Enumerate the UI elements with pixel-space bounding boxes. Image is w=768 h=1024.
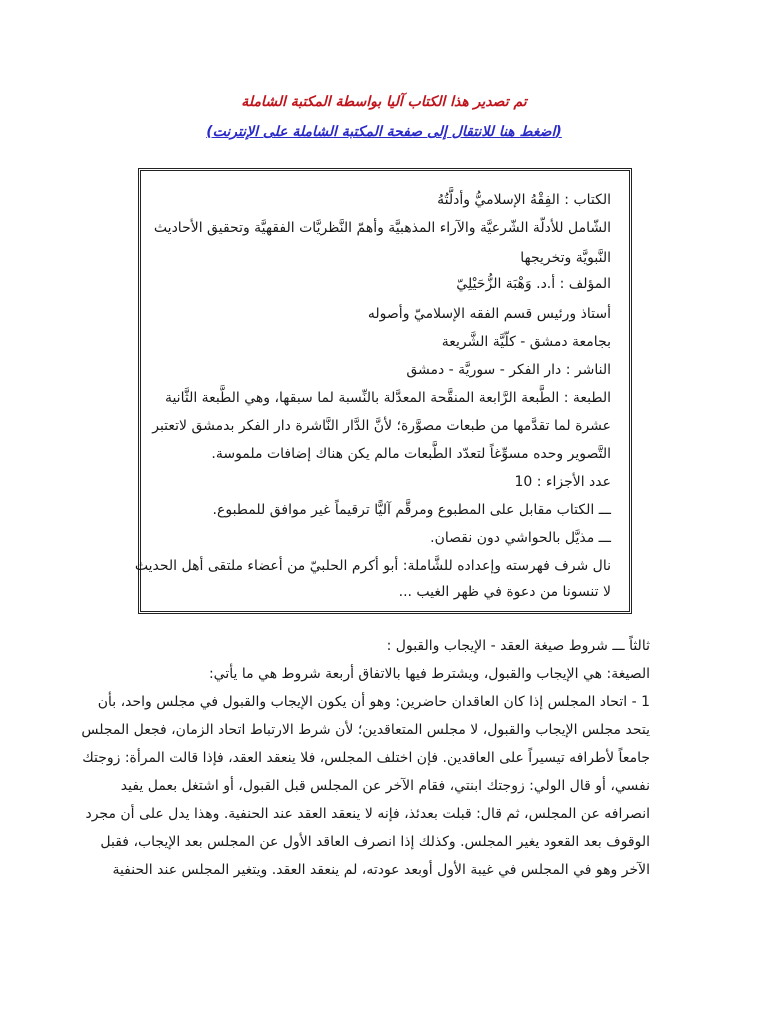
book-info-line: النَّبويَّة وتخريجها bbox=[520, 250, 611, 266]
body-paragraph-line: الآخر وهو في المجلس في غيبة الأول أوبعد عودته، لم ينعقد العقد. ويتغير المجلس عند الحنفية bbox=[112, 862, 650, 878]
book-info-line: لا تنسونا من دعوة في ظهر الغيب ... bbox=[398, 584, 611, 600]
book-info-line: التَّصوير وحده مسوِّغاً لتعدّد الطَّبعات مالم يكن هناك إضافات ملموسة. bbox=[211, 446, 611, 462]
book-info-line: ـــ مذيَّل بالحواشي دون نقصان. bbox=[430, 530, 611, 546]
book-info-line: الطبعة : الطَّبعة الرَّابعة المنقَّحة المعدَّلة بالنِّسبة لما سبقها، وهي الطَّبعة الثَّانية bbox=[164, 390, 611, 406]
book-info-line: المؤلف : أ.د. وَهْبَة الزُّحَيْلِيّ bbox=[456, 276, 611, 292]
book-info-line: عدد الأجزاء : 10 bbox=[514, 474, 611, 490]
body-paragraph-line: الصيغة: هي الإيجاب والقبول، ويشترط فيها بالاتفاق أربعة شروط هي ما يأتي: bbox=[208, 666, 650, 682]
body-paragraph-line: الوقوف بعد القعود يغير المجلس. وكذلك إذا انصرف العاقد الأول عن المجلس بعد الإيجاب، فقبل bbox=[100, 834, 650, 850]
book-info-line: نال شرف فهرسته وإعداده للشَّاملة: أبو أكرم الحلبيّ من أعضاء ملتقى أهل الحديث bbox=[134, 558, 611, 574]
book-info-line: أستاذ ورئيس قسم الفقه الإسلاميّ وأصوله bbox=[367, 306, 611, 322]
body-paragraph-line: 1 - اتحاد المجلس إذا كان العاقدان حاضرين: وهو أن يكون الإيجاب والقبول في مجلس واحد، بأن bbox=[97, 694, 650, 710]
book-info-line: الناشر : دار الفكر - سوريَّة - دمشق bbox=[406, 362, 611, 378]
book-info-line: الكتاب : الفِقْهُ الإسلاميُّ وأدلَّتُهُ bbox=[437, 192, 611, 208]
body-paragraph-line: نفسي، أو قال الولي: زوجتك ابنتي، فقام الآخر عن المجلس قبل القبول، أو اشتغل بعمل يفيد bbox=[120, 778, 650, 794]
book-info-line: بجامعة دمشق - كلّيَّة الشَّريعة bbox=[441, 334, 611, 350]
shamela-website-link[interactable]: (اضغط هنا للانتقال إلى صفحة المكتبة الشاملة على الإنترنت) bbox=[206, 124, 562, 140]
book-info-line: عشرة لما تقدَّمها من طبعات مصوَّرة؛ لأنَّ الدَّار النَّاشرة دار الفكر بدمشق لاتعتبر bbox=[152, 418, 611, 434]
book-info-line: الشّامل للأدلّة الشّرعيَّة والآراء المذهبيَّة وأهمّ النَّظريَّات الفقهيَّة وتحقيق الأحاديث bbox=[153, 220, 611, 236]
body-paragraph-line: يتحد مجلس الإيجاب والقبول، لا مجلس المتعاقدين؛ لأن شرط الارتباط اتحاد الزمان، فجعل المجلس bbox=[81, 722, 650, 738]
export-notice-title: تم تصدير هذا الكتاب آليا بواسطة المكتبة الشاملة bbox=[241, 94, 527, 110]
section-heading: ثالثاً ـــ شروط صيغة العقد - الإيجاب والقبول : bbox=[386, 638, 650, 654]
book-info-box bbox=[134, 168, 632, 614]
book-info-lines bbox=[134, 171, 629, 611]
book-info-line: ـــ الكتاب مقابل على المطبوع ومرقَّم آليًّا ترقيماً غير موافق للمطبوع. bbox=[212, 502, 611, 518]
body-paragraph-line: انصرافه عن المجلس، ثم قال: قبلت بعدئذ، فإنه لا ينعقد العقد عند الحنفية. وهذا يدل على أن مجرد bbox=[85, 806, 650, 822]
body-paragraph-line: جامعاً لأطرافه تيسيراً على العاقدين. فإن اختلف المجلس، فلا ينعقد العقد، فإذا قالت المرأة: زوجتك bbox=[82, 750, 650, 766]
